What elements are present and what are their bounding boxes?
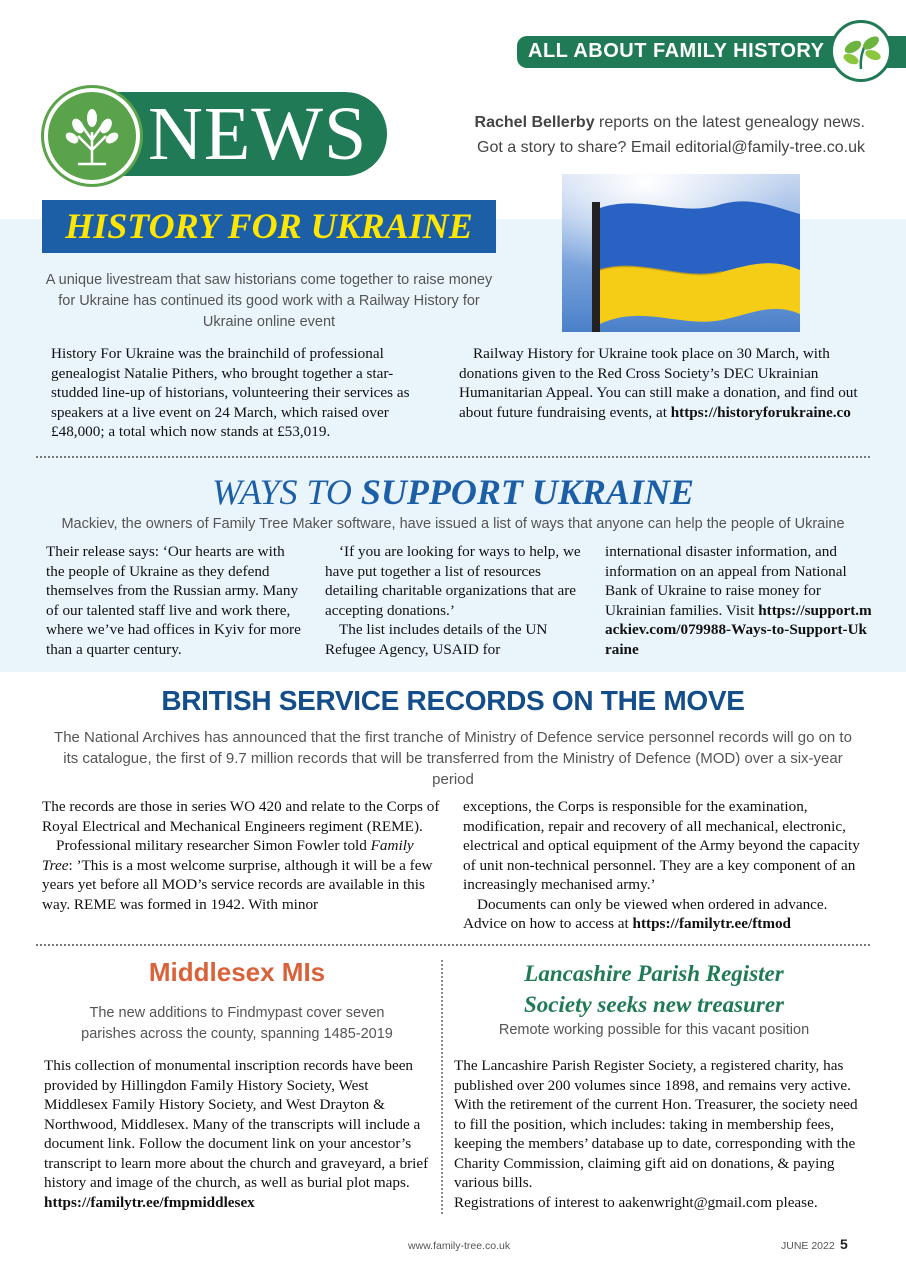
bsr-column-2-p1: exceptions, the Corps is responsible for the examination, modification, repair and recovery of all mechanical, electronic, electrical and optical equipment of the Army beyond the capacity of unit non-technical personnel. They are a key component of an increasingly mechanised army.’ — [463, 798, 860, 893]
bsr-column-1-p1: The records are those in series WO 420 and relate to the Corps of Royal Electrical and Mechanical Engineers regiment (REME). — [42, 798, 440, 835]
byline-text: reports on the latest genealogy news. — [594, 114, 865, 131]
plant-logo-icon — [830, 20, 892, 82]
bsr-quote-body: : ’This is a most welcome surprise, although it will be a few years yet before all MOD’s service records are available in this way. REME was formed in 1942. With minor — [42, 856, 433, 913]
hfu-column-2-text: Railway History for Ukraine took place on 30 March, with donations given to the Red Cross Society’s DEC Ukrainian Humanitarian Appeal. You can still make a donation, and find out about future fundraising events, at — [459, 345, 858, 421]
section-label: ALL ABOUT FAMILY HISTORY — [528, 40, 825, 62]
lancashire-body — [454, 1056, 860, 1212]
footer-date: JUNE 2022 — [781, 1240, 835, 1252]
hfu-column-1: History For Ukraine was the brainchild of professional genealogist Natalie Pithers, who brought together a star-studded line-up of historians, volunteering their services as speakers at a live event on 24 March, which raised over £48,000; a total which now stands at £53,019. — [51, 345, 410, 440]
news-heading: NEWS — [148, 92, 368, 176]
lancashire-title — [452, 958, 856, 1020]
ways-title — [0, 472, 906, 512]
bsr-magazine-name: Family Tree — [42, 837, 414, 874]
ways-column-2-p2: The list includes details of the UN Refugee Agency, USAID for — [325, 621, 548, 658]
byline — [410, 110, 865, 160]
tree-logo-icon — [44, 88, 140, 184]
ways-column-2-p1: ‘If you are looking for ways to help, we have put together a list of resources detailing charitable organizations that are accepting donations.’ — [325, 543, 581, 619]
middlesex-title: Middlesex MIs — [148, 957, 326, 987]
byline-email-line: Got a story to share? Email editorial@family-tree.co.uk — [477, 139, 865, 156]
hfu-title: HISTORY FOR UKRAINE — [65, 206, 473, 246]
lancashire-standfirst: Remote working possible for this vacant position — [498, 1022, 810, 1038]
bsr-column-2-p2 — [463, 895, 863, 934]
divider — [36, 456, 870, 458]
ways-title-bold: SUPPORT UKRAINE — [360, 472, 694, 512]
middlesex-body — [44, 1056, 436, 1212]
bsr-column-2-text: Documents can only be viewed when ordered in advance. Advice on how to access at — [463, 895, 828, 932]
footer-url: www.family-tree.co.uk — [408, 1240, 511, 1252]
ftmod-link[interactable]: https://familytr.ee/ftmod — [632, 915, 792, 932]
hfu-standfirst: A unique livestream that saw historians come together to raise money for Ukraine has continued its good work with a Railway History for Ukraine online event — [45, 272, 493, 330]
bsr-column-1 — [42, 797, 447, 914]
bsr-title: BRITISH SERVICE RECORDS ON THE MOVE — [161, 685, 745, 716]
bsr-standfirst: The National Archives has announced that the first tranche of Ministry of Defence service personnel records will go on to its catalogue, the first of 9.7 million records that will be transferred from the Ministry of Defence (MOD) over a six-year period — [54, 729, 852, 788]
mackiev-link[interactable]: https://support.mackiev.com/079988-Ways-to-Support-Ukraine — [605, 601, 872, 658]
bsr-column-2 — [463, 797, 863, 934]
bsr-column-1-p2 — [42, 836, 447, 914]
ways-column-3-text: international disaster information, and information on an appeal from National Bank of Ukraine to raise money for Ukrainian families. Visit — [605, 543, 847, 619]
ways-column-3 — [605, 542, 873, 659]
middlesex-body-text: This collection of monumental inscription records have been provided by Hillingdon Family History Society, West Middlesex Family History Society, and West Drayton & Northwood, Middlesex. Many of the transcripts will include a document link. Follow the document link on your ancestor’s transcript to learn more about the church and graveyard, a brief history and image of the church, as well as burial plot maps. — [44, 1057, 429, 1191]
bsr-quote-lead: Professional military researcher Simon Fowler told — [56, 837, 371, 854]
lancashire-title-line2: Society seeks new treasurer — [523, 992, 784, 1017]
column-divider — [441, 960, 443, 1214]
lancashire-body-p2: Registrations of interest to aakenwright@gmail.com please. — [454, 1193, 818, 1211]
page-number: 5 — [840, 1236, 848, 1252]
middlesex-standfirst: The new additions to Findmypast cover seven parishes across the county, spanning 1485-2019 — [81, 1005, 393, 1042]
ways-column-1: Their release says: ‘Our hearts are with the people of Ukraine as they defend themselves from the Russian army. Many of our talented staff live and work there, where we’ve had offices in Kyiv for more than a quarter century. — [46, 543, 301, 658]
hfu-column-2 — [459, 344, 859, 422]
lancashire-body-p1: The Lancashire Parish Register Society, a registered charity, has published over 200 volumes since 1898, and remains very active. With the retirement of the current Hon. Treasurer, the society need to fill the position, which includes: taking in membership fees, keeping the members’ database up to date, corresponding with the Charity Commission, claiming gift aid on donations, & paying various bills. — [454, 1057, 858, 1191]
hfu-link[interactable]: https://historyforukraine.co — [670, 403, 851, 421]
lancashire-title-line1: Lancashire Parish Register — [524, 961, 784, 986]
divider — [36, 944, 870, 946]
ways-standfirst: Mackiev, the owners of Family Tree Maker software, have issued a list of ways that anyone can help the people of Ukraine — [61, 516, 845, 532]
fmpmiddlesex-link[interactable]: https://familytr.ee/fmpmiddlesex — [44, 1193, 255, 1211]
ways-title-plain: WAYS TO — [212, 472, 361, 512]
ways-column-2 — [325, 542, 587, 659]
ukraine-flag-photo — [562, 174, 800, 332]
byline-author: Rachel Bellerby — [474, 114, 595, 131]
